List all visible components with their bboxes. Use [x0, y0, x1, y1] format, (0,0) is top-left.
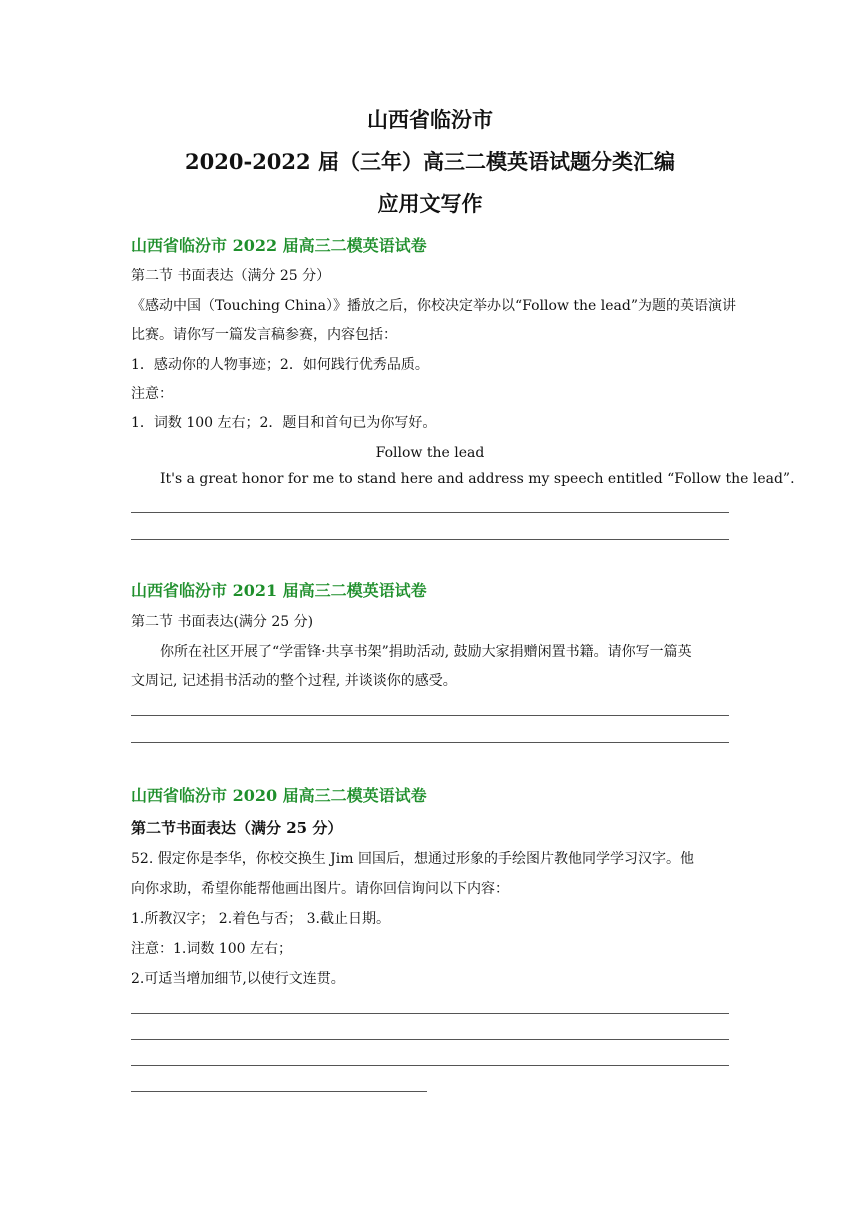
prompt-line-2021-2: 文周记, 记述捐书活动的整个过程, 并谈谈你的感受。	[131, 673, 457, 689]
content-points-2022: 1．感动你的人物事迹；2．如何践行优秀品质。	[131, 357, 429, 373]
essay-first-sentence-2022: It's a great honor for me to stand here and address my speech entitled “Follow the lead”.	[160, 471, 795, 487]
answer-line	[131, 715, 729, 716]
title-region: 山西省临汾市	[367, 107, 493, 132]
section-heading-2020: 山西省临汾市 2020 届高三二模英语试卷	[131, 786, 427, 805]
prompt-line-2020-1: 52. 假定你是李华，你校交换生 Jim 回国后，想通过形象的手绘图片教他同学学习汉字。他	[131, 851, 694, 867]
title-topic: 应用文写作	[377, 191, 483, 216]
answer-line	[131, 742, 729, 743]
note-label-2022: 注意：	[131, 386, 173, 402]
prompt-line-2022-2: 比赛。请你写一篇发言稿参赛，内容包括：	[131, 327, 397, 343]
prompt-line-2020-2: 向你求助，希望你能帮他画出图片。请你回信询问以下内容：	[131, 881, 509, 897]
prompt-line-2022-1: 《感动中国（Touching China）》播放之后，你校决定举办以“Follow the lead”为题的英语演讲	[131, 298, 736, 314]
answer-line	[131, 1013, 729, 1014]
section-subtitle-2021: 第二节 书面表达(满分 25 分)	[131, 614, 314, 630]
answer-line	[131, 539, 729, 540]
content-points-2020: 1.所教汉字； 2.着色与否； 3.截止日期。	[131, 911, 390, 927]
essay-title-2022: Follow the lead	[375, 445, 485, 461]
note-line-2020-2: 2.可适当增加细节,以使行文连贯。	[131, 971, 345, 987]
section-heading-2022: 山西省临汾市 2022 届高三二模英语试卷	[131, 236, 427, 255]
prompt-line-2021-1: 你所在社区开展了“学雷锋·共享书架”捐助活动, 鼓励大家捐赠闲置书籍。请你写一篇英	[160, 644, 692, 660]
answer-line-short	[131, 1091, 427, 1092]
title-exam-collection: 2020-2022 届（三年）高三二模英语试题分类汇编	[185, 149, 675, 174]
section-subtitle-2020: 第二节书面表达（满分 25 分）	[131, 819, 343, 837]
answer-line	[131, 1065, 729, 1066]
note-text-2022: 1．词数 100 左右；2．题目和首句已为你写好。	[131, 415, 437, 431]
section-heading-2021: 山西省临汾市 2021 届高三二模英语试卷	[131, 581, 427, 600]
answer-line	[131, 512, 729, 513]
section-subtitle-2022: 第二节 书面表达（满分 25 分）	[131, 268, 331, 284]
answer-line	[131, 1039, 729, 1040]
note-line-2020-1: 注意：1.词数 100 左右；	[131, 941, 292, 957]
